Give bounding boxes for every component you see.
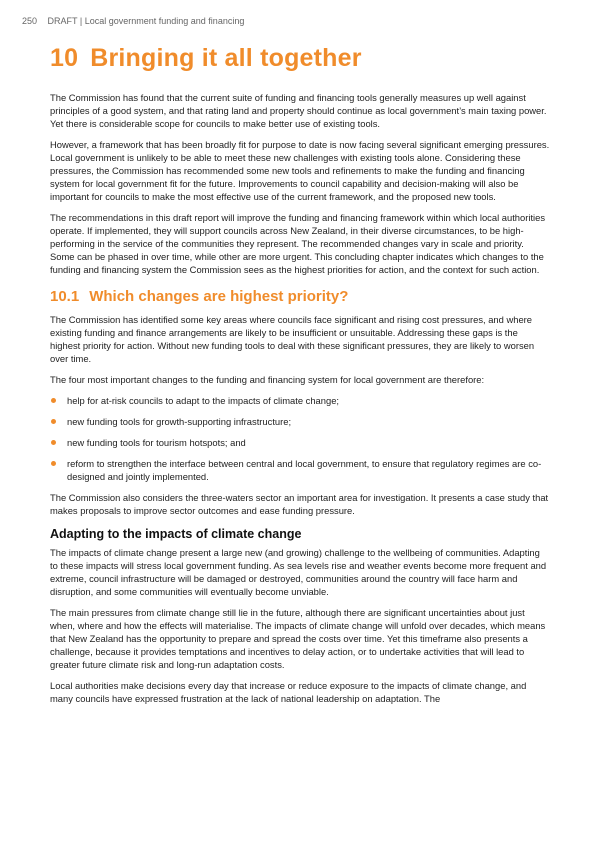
subsection-paragraph-2: The main pressures from climate change still lie in the future, although there are significant uncertainties about just when, where and how the effects will materialise. The impacts of climate change will unfold over decades, which means that New Zealand has the opportunity to prepare and spread the costs over time. Yet this timeframe also presents a challenge, because it provides temptations and incentives to delay action, or to undertake activities that will lead to greater future climate risk and long-run adaptation costs. (50, 607, 546, 670)
chapter-title (50, 44, 550, 73)
list-item-text: new funding tools for tourism hotspots; and (67, 437, 246, 448)
section-number: 10.1 (50, 288, 80, 305)
list-item (50, 457, 550, 483)
page-content (50, 44, 550, 713)
bullet-icon (51, 440, 56, 445)
subsection-paragraph-1: The impacts of climate change present a large new (and growing) challenge to the wellbeing of communities. Adapting to these impacts will stress local government funding. As sea levels rise and weather events become more frequent and extreme, council infrastructure will be damaged or destroyed, communities around the country will face harm and disruption, and some communities will eventually become unviable. (50, 547, 547, 597)
list-item-text: reform to strengthen the interface between central and local government, to ensure that regulatory regimes are co-designed and jointly implemented. (67, 458, 542, 482)
list-item (50, 415, 550, 428)
subsection-paragraph-3: Local authorities make decisions every day that increase or reduce exposure to the impacts of climate change, and many councils have expressed frustration at the lack of national leadership on adaptation. The (50, 680, 527, 704)
bullet-icon (51, 398, 56, 403)
bullet-icon (51, 419, 56, 424)
list-item (50, 436, 550, 449)
list-item-text: new funding tools for growth-supporting infrastructure; (67, 416, 292, 427)
running-header (22, 16, 244, 26)
subsection-heading: Adapting to the impacts of climate change (50, 527, 302, 541)
list-item (50, 394, 550, 407)
section-title (50, 288, 550, 305)
bullet-icon (51, 461, 56, 466)
section-title-text: Which changes are highest priority? (89, 288, 349, 305)
intro-paragraph-1: The Commission has found that the current suite of funding and financing tools generally measures up well against principles of a good system, and that rating land and property should continue as local government’s main taxing power. Yet there is considerable scope for councils to make better use of existing tools. (50, 92, 547, 129)
section-paragraph-1: The Commission has identified some key areas where councils face significant and rising cost pressures, and where existing funding and finance arrangements are likely to be insufficient or unsuitable. Addressing these gaps is the highest priority for action. Without new funding tools to deal with these significant pressures, they are likely to worsen over time. (50, 314, 535, 364)
intro-paragraph-3: The recommendations in this draft report will improve the funding and financing framework within which local authorities operate. If implemented, they will support councils across New Zealand, in their diverse circumstances, to be high-performing in the service of the communities they represent. The recommended changes vary in scale and priority. Some can be phased in over time, while other are more urgent. This concluding chapter indicates which changes to the funding and financing system the Commission sees as the highest priorities for action, and the context for such action. (50, 212, 546, 275)
chapter-title-text: Bringing it all together (90, 44, 362, 72)
priority-list (50, 394, 550, 483)
page-number: 250 (22, 16, 38, 26)
intro-paragraph-2: However, a framework that has been broadly fit for purpose to date is now facing several significant emerging pressures. Local government is unlikely to be able to meet these new challenges with existing tools alone. Considering these pressures, the Commission has recommended some new tools and refinements to make the funding and financing system for local government fit for the future. Improvements to council capability and decision-making will also be important for councils to make the most effective use of the current framework, and the proposed new tools. (50, 139, 550, 202)
chapter-number: 10 (50, 44, 79, 72)
section-paragraph-2: The four most important changes to the funding and financing system for local government are therefore: (50, 374, 485, 385)
section-paragraph-after-list: The Commission also considers the three-waters sector an important area for investigation. It presents a case study that makes proposals to improve sector outcomes and ease funding pressure. (50, 492, 549, 516)
running-title: DRAFT | Local government funding and financing (47, 16, 245, 26)
list-item-text: help for at-risk councils to adapt to the impacts of climate change; (67, 395, 340, 406)
